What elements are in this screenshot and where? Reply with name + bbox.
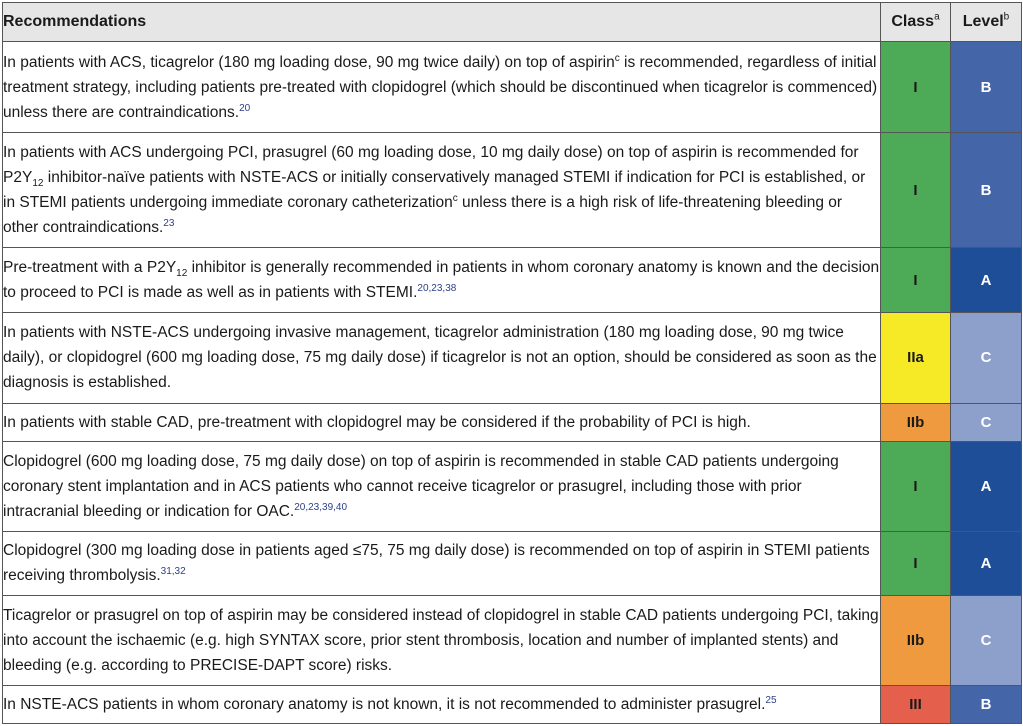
recommendation-text: In patients with stable CAD, pre-treatment with clopidogrel may be considered if the probability of PCI is high. — [3, 403, 881, 441]
footnote-marker: c — [614, 52, 620, 64]
table-row — [3, 531, 1022, 595]
header-class — [881, 3, 951, 42]
recommendation-text: Clopidogrel (600 mg loading dose, 75 mg daily dose) on top of aspirin is recommended in stable CAD patients undergoing coronary stent implantation and in ACS patients who cannot receive ticagrelor or prasugrel, including those with prior intracranial bleeding or indication for OAC.$^{20,23,39,40}$ — [3, 441, 881, 531]
reference: 20,23,38 — [417, 283, 457, 295]
footnote-marker: c — [452, 193, 458, 205]
reference: 23 — [163, 218, 175, 230]
table-header-row — [3, 3, 1022, 42]
reference: 31,32 — [160, 566, 186, 578]
reference: 20 — [239, 102, 251, 114]
class-badge: I — [881, 441, 951, 531]
level-badge: A — [951, 248, 1022, 313]
table-row — [3, 133, 1022, 248]
class-badge: IIa — [881, 313, 951, 403]
recommendation-text: Ticagrelor or prasugrel on top of aspirin may be considered instead of clopidogrel in stable CAD patients undergoing PCI, taking into account the ischaemic (e.g. high SYNTAX score, prior stent thrombosis, location and number of implanted stents) and bleeding (e.g. according to PRECISE-DAPT score) risks. — [3, 595, 881, 685]
class-badge: IIb — [881, 595, 951, 685]
table-row — [3, 42, 1022, 133]
table-row — [3, 313, 1022, 403]
header-level — [951, 3, 1022, 42]
header-class-footnote: a — [934, 11, 940, 23]
level-badge: A — [951, 531, 1022, 595]
level-badge: B — [951, 685, 1022, 723]
recommendations-table — [2, 2, 1022, 724]
header-class-label: Class — [891, 13, 935, 30]
reference: 25 — [765, 694, 777, 706]
header-level-footnote: b — [1003, 11, 1010, 23]
header-recommendations — [3, 3, 881, 42]
class-badge: IIb — [881, 403, 951, 441]
recommendation-text: In NSTE-ACS patients in whom coronary anatomy is not known, it is not recommended to administer prasugrel.$^{25}$ — [3, 685, 881, 723]
class-badge: III — [881, 685, 951, 723]
class-badge: I — [881, 133, 951, 248]
recommendation-text: Clopidogrel (300 mg loading dose in patients aged ≤75, 75 mg daily dose) is recommended on top of aspirin in STEMI patients receiving thrombolysis.$^{31,32}$ — [3, 531, 881, 595]
reference: 20,23,39,40 — [294, 501, 348, 513]
class-badge: I — [881, 531, 951, 595]
table-row — [3, 441, 1022, 531]
table-row — [3, 685, 1022, 723]
level-badge: C — [951, 313, 1022, 403]
recommendation-text: In patients with ACS, ticagrelor (180 mg loading dose, 90 mg twice daily) on top of aspirin$^c$ is recommended, regardless of initial treatment strategy, including patients pre-treated with clopidogrel (which should be discontinued when ticagrelor is commenced) unless there are contraindications.$^{20}$ — [3, 42, 881, 133]
table-row — [3, 403, 1022, 441]
recommendation-text: In patients with NSTE-ACS undergoing invasive management, ticagrelor administration (180 mg loading dose, 90 mg twice daily), or clopidogrel (600 mg loading dose, 75 mg daily dose) if ticagrelor is not an option, should be considered as soon as the diagnosis is established. — [3, 313, 881, 403]
table-row — [3, 248, 1022, 313]
recommendation-text: In patients with ACS undergoing PCI, prasugrel (60 mg loading dose, 10 mg daily dose) on top of aspirin is recommended for $P2Y_{12}$ inhibitor-naïve patients with NSTE-ACS or initially conservatively managed STEMI if indication for PCI is established, or in STEMI patients undergoing immediate coronary catheterization$^c$ unless there is a high risk of life-threatening bleeding or other contraindications.$^{23}$ — [3, 133, 881, 248]
class-badge: I — [881, 42, 951, 133]
level-badge: C — [951, 403, 1022, 441]
class-badge: I — [881, 248, 951, 313]
header-recommendations-label: Recommendations — [3, 13, 147, 30]
level-badge: B — [951, 42, 1022, 133]
table-row — [3, 595, 1022, 685]
level-badge: C — [951, 595, 1022, 685]
level-badge: A — [951, 441, 1022, 531]
header-level-label: Level — [962, 13, 1004, 30]
level-badge: B — [951, 133, 1022, 248]
recommendation-text: Pre-treatment with a $P2Y_{12}$ inhibitor is generally recommended in patients in whom coronary anatomy is known and the decision to proceed to PCI is made as well as in patients with STEMI.$^{20,23,38}$ — [3, 248, 881, 313]
